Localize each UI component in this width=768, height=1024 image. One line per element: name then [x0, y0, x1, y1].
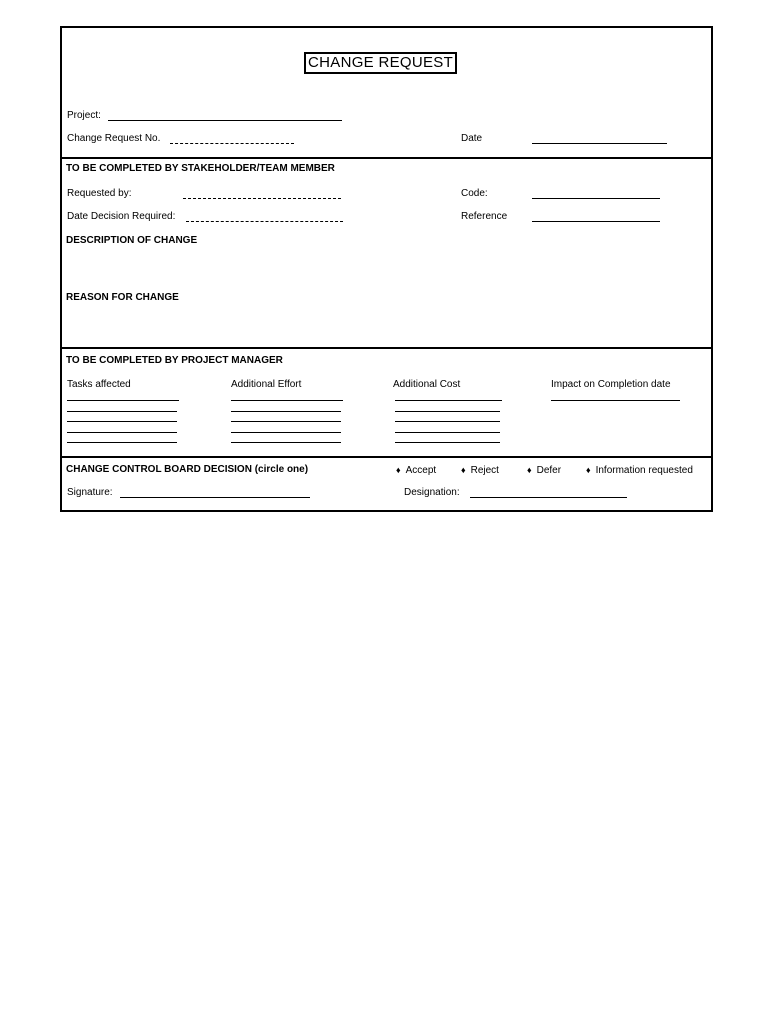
- additional-cost-line[interactable]: [395, 400, 502, 401]
- option-reject[interactable]: ♦ Reject: [461, 465, 499, 476]
- additional-effort-line[interactable]: [231, 442, 341, 443]
- reason-field[interactable]: [66, 307, 706, 343]
- column-tasks-affected: Tasks affected: [67, 379, 131, 390]
- reason-heading: REASON FOR CHANGE: [66, 292, 179, 303]
- date-field[interactable]: [532, 143, 667, 144]
- change-request-form: [60, 26, 713, 512]
- requested-by-field[interactable]: [183, 198, 341, 199]
- project-manager-section-heading: TO BE COMPLETED BY PROJECT MANAGER: [66, 355, 283, 366]
- signature-label: Signature:: [67, 487, 113, 498]
- tasks-affected-line[interactable]: [67, 442, 177, 443]
- reference-field[interactable]: [532, 221, 660, 222]
- reference-label: Reference: [461, 211, 508, 222]
- tasks-affected-line[interactable]: [67, 421, 177, 422]
- additional-effort-line[interactable]: [231, 432, 341, 433]
- option-accept[interactable]: ♦ Accept: [396, 465, 437, 476]
- additional-effort-line[interactable]: [231, 411, 341, 412]
- project-label: Project:: [67, 110, 101, 121]
- description-field[interactable]: [66, 250, 706, 286]
- column-additional-effort: Additional Effort: [231, 379, 302, 390]
- section-divider: [62, 157, 711, 159]
- description-heading: DESCRIPTION OF CHANGE: [66, 235, 198, 246]
- additional-cost-line[interactable]: [395, 421, 500, 422]
- additional-effort-line[interactable]: [231, 400, 343, 401]
- designation-field[interactable]: [470, 497, 627, 498]
- board-decision-heading: CHANGE CONTROL BOARD DECISION (circle one): [66, 464, 309, 475]
- section-divider: [62, 347, 711, 349]
- project-field[interactable]: [108, 120, 342, 121]
- code-label: Code:: [461, 188, 488, 199]
- change-request-no-field[interactable]: [170, 143, 294, 144]
- form-title: CHANGE REQUEST: [304, 52, 457, 74]
- column-impact-completion: Impact on Completion date: [551, 379, 671, 390]
- diamond-icon: ♦: [461, 465, 466, 475]
- additional-cost-line[interactable]: [395, 442, 500, 443]
- section-divider: [62, 456, 711, 458]
- designation-label: Designation:: [404, 487, 460, 498]
- requested-by-label: Requested by:: [67, 188, 132, 199]
- change-request-no-label: Change Request No.: [67, 133, 161, 144]
- date-label: Date: [461, 133, 483, 144]
- code-field[interactable]: [532, 198, 660, 199]
- option-defer[interactable]: ♦ Defer: [527, 465, 562, 476]
- impact-completion-line[interactable]: [551, 400, 680, 401]
- date-decision-field[interactable]: [186, 221, 343, 222]
- option-information-requested[interactable]: ♦ Information requested: [586, 465, 693, 476]
- tasks-affected-line[interactable]: [67, 411, 177, 412]
- additional-cost-line[interactable]: [395, 411, 500, 412]
- column-additional-cost: Additional Cost: [393, 379, 461, 390]
- diamond-icon: ♦: [527, 465, 532, 475]
- additional-cost-line[interactable]: [395, 432, 500, 433]
- tasks-affected-line[interactable]: [67, 400, 179, 401]
- diamond-icon: ♦: [396, 465, 401, 475]
- signature-field[interactable]: [120, 497, 310, 498]
- diamond-icon: ♦: [586, 465, 591, 475]
- date-decision-label: Date Decision Required:: [67, 211, 176, 222]
- tasks-affected-line[interactable]: [67, 432, 177, 433]
- additional-effort-line[interactable]: [231, 421, 341, 422]
- stakeholder-section-heading: TO BE COMPLETED BY STAKEHOLDER/TEAM MEMBER: [66, 163, 335, 174]
